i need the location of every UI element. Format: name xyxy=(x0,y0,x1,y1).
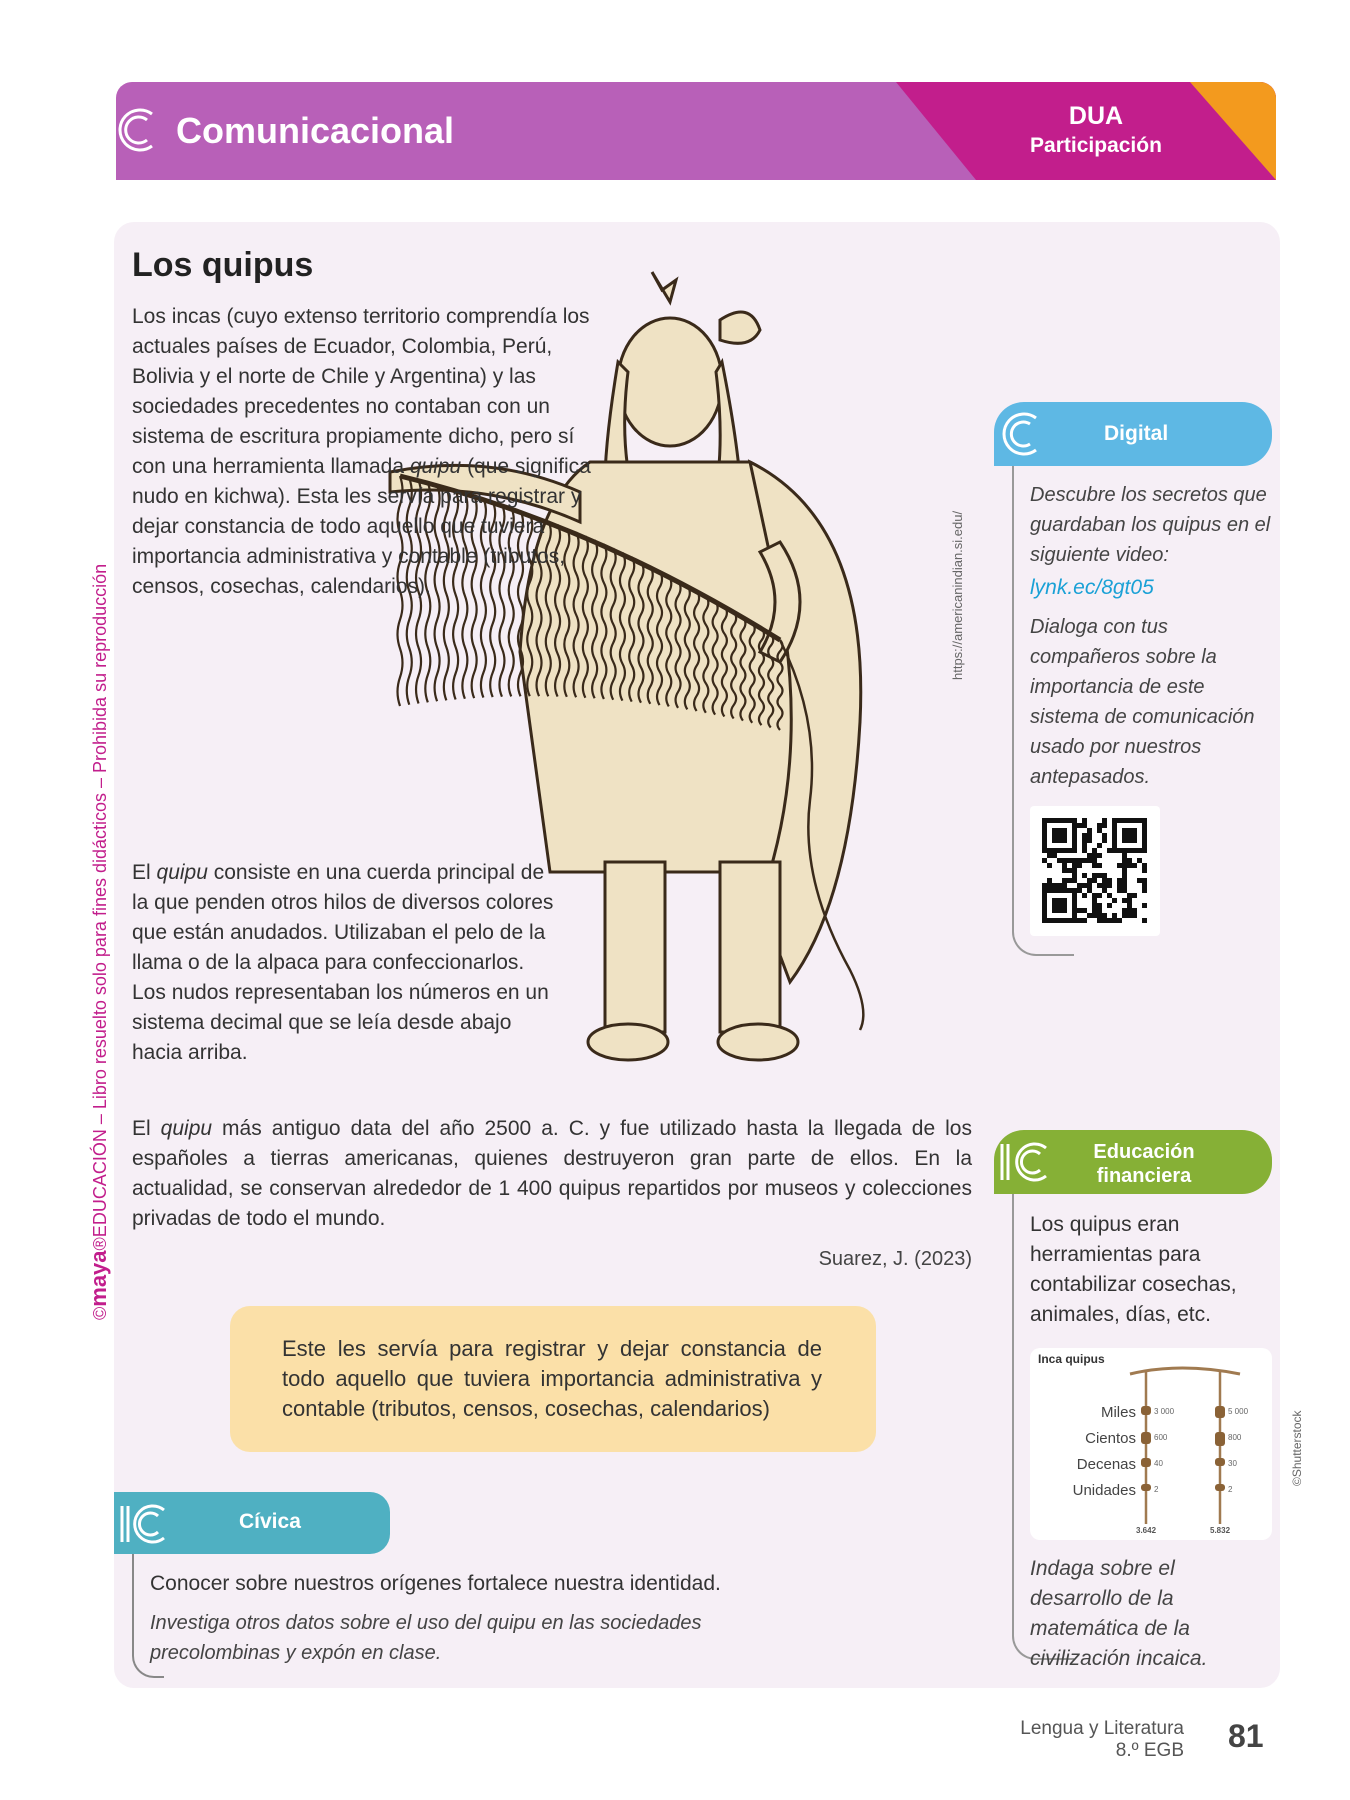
qr-module xyxy=(1077,858,1082,863)
qr-module xyxy=(1137,848,1142,853)
qr-module xyxy=(1102,878,1107,883)
qr-module xyxy=(1117,888,1122,893)
qr-module xyxy=(1142,833,1147,838)
qr-module xyxy=(1107,878,1112,883)
qr-module xyxy=(1097,843,1102,848)
paragraph-1-text: Los incas (cuyo extenso territorio comprendía los actuales países de Ecuador, Colombia, Perú, Bolivia y el norte de Chile y Argentina) y las sociedades precedentes no contaban con un sistema de escritura propiamente dicho, pero sí con una herramienta llamada xyxy=(132,305,590,478)
qr-module xyxy=(1072,818,1077,823)
qr-module xyxy=(1057,908,1062,913)
qr-module xyxy=(1102,833,1107,838)
financiera-activity: Indaga sobre el desarrollo de la matemática de la civilización incaica. xyxy=(1030,1557,1208,1670)
digital-intro: Descubre los secretos que guardaban los quipus en el siguiente video: xyxy=(1030,484,1271,566)
qr-module xyxy=(1062,828,1067,833)
quipu-row-value: 30 xyxy=(1228,1459,1237,1468)
qr-module xyxy=(1052,848,1057,853)
qr-module xyxy=(1042,818,1047,823)
section-header xyxy=(116,82,1276,180)
qr-module xyxy=(1132,848,1137,853)
paragraph-1-text-end: (que significa nudo en kichwa). Esta les servía para registrar y dejar constancia de todo aquello que tuviera importancia administrativa y contable (tributos, censos, cosechas, calendarios). xyxy=(132,455,591,598)
figure-credit: ©Shutterstock xyxy=(1290,1410,1304,1486)
inca-quipus-figure xyxy=(1030,1348,1272,1540)
qr-module xyxy=(1142,823,1147,828)
qr-module xyxy=(1072,833,1077,838)
qr-module xyxy=(1122,858,1127,863)
paragraph-2-text: El xyxy=(132,861,157,884)
qr-module xyxy=(1047,878,1052,883)
qr-module xyxy=(1097,863,1102,868)
quipu-row-label: Decenas xyxy=(1076,1456,1136,1473)
qr-module xyxy=(1132,818,1137,823)
qr-module xyxy=(1052,838,1057,843)
qr-module xyxy=(1112,843,1117,848)
qr-module xyxy=(1142,828,1147,833)
qr-module xyxy=(1057,828,1062,833)
qr-module xyxy=(1142,868,1147,873)
qr-module xyxy=(1067,818,1072,823)
qr-module xyxy=(1057,918,1062,923)
qr-module xyxy=(1042,903,1047,908)
paragraph-1 xyxy=(132,302,592,602)
qr-module xyxy=(1122,848,1127,853)
paragraph-2-text-end: consiste en una cuerda principal de la que penden otros hilos de diversos colores que están anudados. Utilizaban el pelo de la llama o de la alpaca para confeccionarlos. Los nudos representaban los números en un sistema decimal que se leía desde abajo hacia arriba. xyxy=(132,861,554,1064)
qr-module xyxy=(1062,908,1067,913)
qr-module xyxy=(1097,823,1102,828)
qr-module xyxy=(1122,883,1127,888)
quipu-total: 3.642 xyxy=(1136,1526,1157,1535)
qr-module xyxy=(1087,913,1092,918)
qr-module xyxy=(1097,893,1102,898)
highlight-text: Este les servía para registrar y dejar constancia de todo aquello que tuviera importancia administrativa y contable (tributos, censos, cosechas, calendarios) xyxy=(282,1336,822,1421)
qr-module xyxy=(1092,853,1097,858)
qr-module xyxy=(1092,903,1097,908)
qr-module xyxy=(1062,858,1067,863)
qr-module xyxy=(1072,838,1077,843)
qr-module xyxy=(1072,888,1077,893)
qr-module xyxy=(1057,898,1062,903)
qr-module xyxy=(1127,898,1132,903)
qr-module xyxy=(1142,888,1147,893)
qr-module xyxy=(1047,853,1052,858)
qr-module xyxy=(1102,888,1107,893)
qr-module xyxy=(1042,898,1047,903)
qr-module xyxy=(1042,888,1047,893)
qr-module xyxy=(1042,913,1047,918)
qr-module xyxy=(1112,898,1117,903)
qr-module xyxy=(1127,908,1132,913)
civica-statement: Conocer sobre nuestros orígenes fortalece nuestra identidad. xyxy=(150,1572,721,1595)
qr-module xyxy=(1097,903,1102,908)
qr-module xyxy=(1142,838,1147,843)
qr-module xyxy=(1112,828,1117,833)
qr-module xyxy=(1127,903,1132,908)
qr-module xyxy=(1142,883,1147,888)
qr-module xyxy=(1142,818,1147,823)
qr-module xyxy=(1067,848,1072,853)
qr-module xyxy=(1087,828,1092,833)
qr-module xyxy=(1082,843,1087,848)
qr-module xyxy=(1062,898,1067,903)
qr-module xyxy=(1127,893,1132,898)
qr-module xyxy=(1072,893,1077,898)
quipu-term: quipu xyxy=(160,1117,213,1140)
qr-module xyxy=(1132,893,1137,898)
qr-module xyxy=(1057,858,1062,863)
qr-module xyxy=(1122,818,1127,823)
qr-module xyxy=(1102,873,1107,878)
qr-module xyxy=(1082,858,1087,863)
qr-module xyxy=(1132,838,1137,843)
qr-module xyxy=(1082,823,1087,828)
qr-module xyxy=(1092,908,1097,913)
article-title: Los quipus xyxy=(132,246,314,284)
qr-module xyxy=(1127,818,1132,823)
qr-module xyxy=(1082,838,1087,843)
qr-module xyxy=(1107,883,1112,888)
qr-module xyxy=(1092,898,1097,903)
qr-module xyxy=(1107,903,1112,908)
quipu-row-value: 40 xyxy=(1154,1459,1163,1468)
citation: Suarez, J. (2023) xyxy=(818,1248,972,1270)
video-link[interactable]: lynk.ec/8gt05 xyxy=(1030,576,1154,599)
qr-code-graphic xyxy=(1030,806,1160,936)
qr-module xyxy=(1062,918,1067,923)
side-copyright xyxy=(86,480,114,1320)
qr-module xyxy=(1072,908,1077,913)
qr-module xyxy=(1082,883,1087,888)
qr-module xyxy=(1117,878,1122,883)
qr-module xyxy=(1142,878,1147,883)
qr-module xyxy=(1047,918,1052,923)
financiera-tab xyxy=(994,1130,1272,1194)
qr-module xyxy=(1137,878,1142,883)
qr-module xyxy=(1117,818,1122,823)
qr-module xyxy=(1067,878,1072,883)
qr-module xyxy=(1092,848,1097,853)
qr-module xyxy=(1122,913,1127,918)
side-credit-text: ®EDUCACIÓN – Libro resuelto solo para fines didácticos – Prohibida su reproducción xyxy=(90,563,110,1251)
financiera-tab-label xyxy=(1074,1140,1214,1188)
qr-module xyxy=(1122,853,1127,858)
qr-module xyxy=(1112,918,1117,923)
qr-module xyxy=(1102,913,1107,918)
qr-module xyxy=(1122,863,1127,868)
quipu-row-value: 3 000 xyxy=(1154,1407,1175,1416)
quipu-row-value: 600 xyxy=(1154,1433,1168,1442)
qr-module xyxy=(1122,838,1127,843)
civica-tab xyxy=(114,1492,390,1554)
quipu-row-label: Unidades xyxy=(1072,1482,1136,1499)
qr-module xyxy=(1052,898,1057,903)
c-logo-icon xyxy=(114,104,158,156)
qr-module xyxy=(1142,843,1147,848)
qr-module xyxy=(1137,818,1142,823)
qr-module xyxy=(1042,908,1047,913)
qr-module xyxy=(1077,863,1082,868)
qr-module xyxy=(1127,858,1132,863)
qr-module xyxy=(1072,898,1077,903)
qr-module xyxy=(1067,888,1072,893)
qr-module xyxy=(1112,833,1117,838)
qr-module xyxy=(1102,918,1107,923)
qr-code[interactable] xyxy=(1030,806,1160,936)
qr-module xyxy=(1092,878,1097,883)
qr-module xyxy=(1062,888,1067,893)
qr-module xyxy=(1042,838,1047,843)
qr-module xyxy=(1047,888,1052,893)
qr-module xyxy=(1082,873,1087,878)
c-logo-icon xyxy=(996,410,1040,458)
qr-module xyxy=(1087,888,1092,893)
qr-module xyxy=(1127,863,1132,868)
qr-module xyxy=(1117,883,1122,888)
qr-module xyxy=(1062,868,1067,873)
qr-module xyxy=(1077,823,1082,828)
digital-tab-label: Digital xyxy=(1104,422,1169,445)
section-title: Comunicacional xyxy=(176,110,455,151)
qr-module xyxy=(1112,838,1117,843)
qr-module xyxy=(1097,853,1102,858)
qr-module xyxy=(1112,913,1117,918)
figure-title: Inca quipus xyxy=(1038,1352,1105,1366)
qr-module xyxy=(1112,818,1117,823)
qr-module xyxy=(1102,818,1107,823)
qr-module xyxy=(1142,848,1147,853)
qr-module xyxy=(1097,908,1102,913)
qr-module xyxy=(1067,858,1072,863)
brand-logo-text: maya xyxy=(86,1250,111,1307)
qr-module xyxy=(1127,848,1132,853)
qr-module xyxy=(1102,823,1107,828)
qr-module xyxy=(1122,878,1127,883)
qr-module xyxy=(1122,868,1127,873)
qr-module xyxy=(1077,908,1082,913)
qr-module xyxy=(1087,853,1092,858)
qr-module xyxy=(1042,918,1047,923)
qr-module xyxy=(1047,848,1052,853)
qr-module xyxy=(1092,913,1097,918)
qr-module xyxy=(1062,818,1067,823)
qr-module xyxy=(1097,828,1102,833)
footer-subject: Lengua y Literatura xyxy=(1020,1718,1184,1739)
qr-module xyxy=(1087,838,1092,843)
qr-module xyxy=(1072,878,1077,883)
qr-module xyxy=(1122,888,1127,893)
qr-module xyxy=(1062,833,1067,838)
qr-module xyxy=(1087,858,1092,863)
dua-subtitle: Participación xyxy=(1030,134,1162,157)
qr-module xyxy=(1052,903,1057,908)
qr-module xyxy=(1047,818,1052,823)
qr-module xyxy=(1052,908,1057,913)
qr-module xyxy=(1117,848,1122,853)
qr-module xyxy=(1092,863,1097,868)
qr-module xyxy=(1072,823,1077,828)
qr-module xyxy=(1087,833,1092,838)
qr-module xyxy=(1072,828,1077,833)
qr-module xyxy=(1132,913,1137,918)
qr-module xyxy=(1062,863,1067,868)
qr-module xyxy=(1117,863,1122,868)
qr-module xyxy=(1082,893,1087,898)
qr-module xyxy=(1042,843,1047,848)
qr-module xyxy=(1072,843,1077,848)
qr-module xyxy=(1062,903,1067,908)
qr-module xyxy=(1042,883,1047,888)
ic-logo-icon xyxy=(116,1500,170,1548)
qr-module xyxy=(1072,868,1077,873)
quipu-row-label: Miles xyxy=(1100,1404,1136,1421)
qr-module xyxy=(1042,828,1047,833)
qr-module xyxy=(1082,848,1087,853)
qr-module xyxy=(1077,888,1082,893)
qr-module xyxy=(1122,828,1127,833)
qr-module xyxy=(1077,918,1082,923)
paragraph-3 xyxy=(132,1114,972,1234)
qr-module xyxy=(1087,883,1092,888)
qr-module xyxy=(1142,903,1147,908)
qr-module xyxy=(1062,878,1067,883)
qr-module xyxy=(1127,838,1132,843)
qr-module xyxy=(1122,833,1127,838)
qr-module xyxy=(1072,858,1077,863)
qr-module xyxy=(1107,918,1112,923)
footer-grade: 8.º EGB xyxy=(1115,1740,1184,1761)
qr-module xyxy=(1092,858,1097,863)
qr-module xyxy=(1062,883,1067,888)
qr-module xyxy=(1047,883,1052,888)
copyright-symbol: © xyxy=(90,1306,110,1320)
qr-module xyxy=(1112,848,1117,853)
page-number: 81 xyxy=(1228,1718,1264,1754)
digital-activity: Dialoga con tus compañeros sobre la importancia de este sistema de comunicación usado por nuestros antepasados. xyxy=(1030,616,1255,788)
qr-module xyxy=(1142,863,1147,868)
ic-logo-icon xyxy=(996,1138,1056,1186)
qr-module xyxy=(1052,918,1057,923)
qr-module xyxy=(1102,838,1107,843)
qr-module xyxy=(1082,818,1087,823)
qr-module xyxy=(1132,833,1137,838)
qr-module xyxy=(1087,878,1092,883)
quipu-term: quipu xyxy=(156,861,208,884)
qr-module xyxy=(1137,858,1142,863)
qr-module xyxy=(1097,873,1102,878)
paragraph-3-text-end: más antiguo data del año 2500 a. C. y fue utilizado hasta la llegada de los españoles a tierras americanas, quienes destruyeron gran parte de ellos. En la actualidad, se conservan alrededor de 1 400 quipus repartidos por museos y colecciones privadas de todo el mundo. xyxy=(132,1117,972,1230)
qr-module xyxy=(1052,888,1057,893)
qr-module xyxy=(1042,848,1047,853)
qr-module xyxy=(1042,833,1047,838)
qr-module xyxy=(1127,833,1132,838)
qr-module xyxy=(1117,918,1122,923)
qr-module xyxy=(1102,883,1107,888)
qr-module xyxy=(1042,893,1047,898)
financiera-tab-label-2: financiera xyxy=(1096,1165,1192,1187)
qr-module xyxy=(1047,863,1052,868)
qr-module xyxy=(1067,868,1072,873)
paragraph-3-text: El xyxy=(132,1117,161,1140)
qr-module xyxy=(1082,833,1087,838)
qr-module xyxy=(1142,918,1147,923)
qr-module xyxy=(1052,853,1057,858)
dua-label: DUA xyxy=(1068,102,1124,130)
qr-module xyxy=(1042,823,1047,828)
financiera-tab-label-1: Educación xyxy=(1093,1141,1195,1163)
qr-module xyxy=(1112,823,1117,828)
quipu-row-label: Cientos xyxy=(1085,1430,1136,1447)
qr-module xyxy=(1132,863,1137,868)
quipu-row-value: 2 xyxy=(1154,1485,1159,1494)
qr-module xyxy=(1067,918,1072,923)
qr-module xyxy=(1107,848,1112,853)
qr-module xyxy=(1127,913,1132,918)
digital-tab xyxy=(994,402,1272,466)
quipu-row-value: 800 xyxy=(1228,1433,1242,1442)
qr-module xyxy=(1057,818,1062,823)
qr-module xyxy=(1052,818,1057,823)
quipu-total: 5.832 xyxy=(1210,1526,1231,1535)
qr-module xyxy=(1127,828,1132,833)
qr-module xyxy=(1132,908,1137,913)
qr-module xyxy=(1092,893,1097,898)
qr-module xyxy=(1042,858,1047,863)
qr-module xyxy=(1132,828,1137,833)
qr-module xyxy=(1057,833,1062,838)
qr-module xyxy=(1082,918,1087,923)
qr-module xyxy=(1062,838,1067,843)
civica-activity: Investiga otros datos sobre el uso del quipu en las sociedades precolombinas y expón en clase. xyxy=(150,1612,702,1664)
qr-module xyxy=(1077,883,1082,888)
qr-module xyxy=(1052,833,1057,838)
qr-module xyxy=(1072,873,1077,878)
qr-module xyxy=(1052,828,1057,833)
qr-module xyxy=(1057,888,1062,893)
qr-module xyxy=(1097,913,1102,918)
qr-module xyxy=(1097,883,1102,888)
financiera-text: Los quipus eran herramientas para contabilizar cosechas, animales, días, etc. xyxy=(1030,1213,1237,1326)
qr-module xyxy=(1082,908,1087,913)
qr-module xyxy=(1057,848,1062,853)
paragraph-2 xyxy=(132,858,562,1068)
quipu-term: quipu xyxy=(409,455,462,478)
qr-module xyxy=(1122,898,1127,903)
qr-module xyxy=(1057,883,1062,888)
quipu-row-value: 5 000 xyxy=(1228,1407,1249,1416)
qr-module xyxy=(1057,903,1062,908)
qr-module xyxy=(1107,893,1112,898)
qr-module xyxy=(1072,918,1077,923)
qr-module xyxy=(1092,873,1097,878)
qr-module xyxy=(1072,913,1077,918)
image-credit: https://americanindian.si.edu/ xyxy=(950,510,965,680)
qr-module xyxy=(1072,848,1077,853)
qr-module xyxy=(1122,873,1127,878)
qr-module xyxy=(1072,863,1077,868)
quipu-row-value: 2 xyxy=(1228,1485,1233,1494)
qr-module xyxy=(1057,838,1062,843)
qr-module xyxy=(1072,903,1077,908)
civica-tab-label: Cívica xyxy=(239,1510,301,1533)
qr-module xyxy=(1122,908,1127,913)
qr-module xyxy=(1062,848,1067,853)
qr-module xyxy=(1052,883,1057,888)
qr-module xyxy=(1097,918,1102,923)
